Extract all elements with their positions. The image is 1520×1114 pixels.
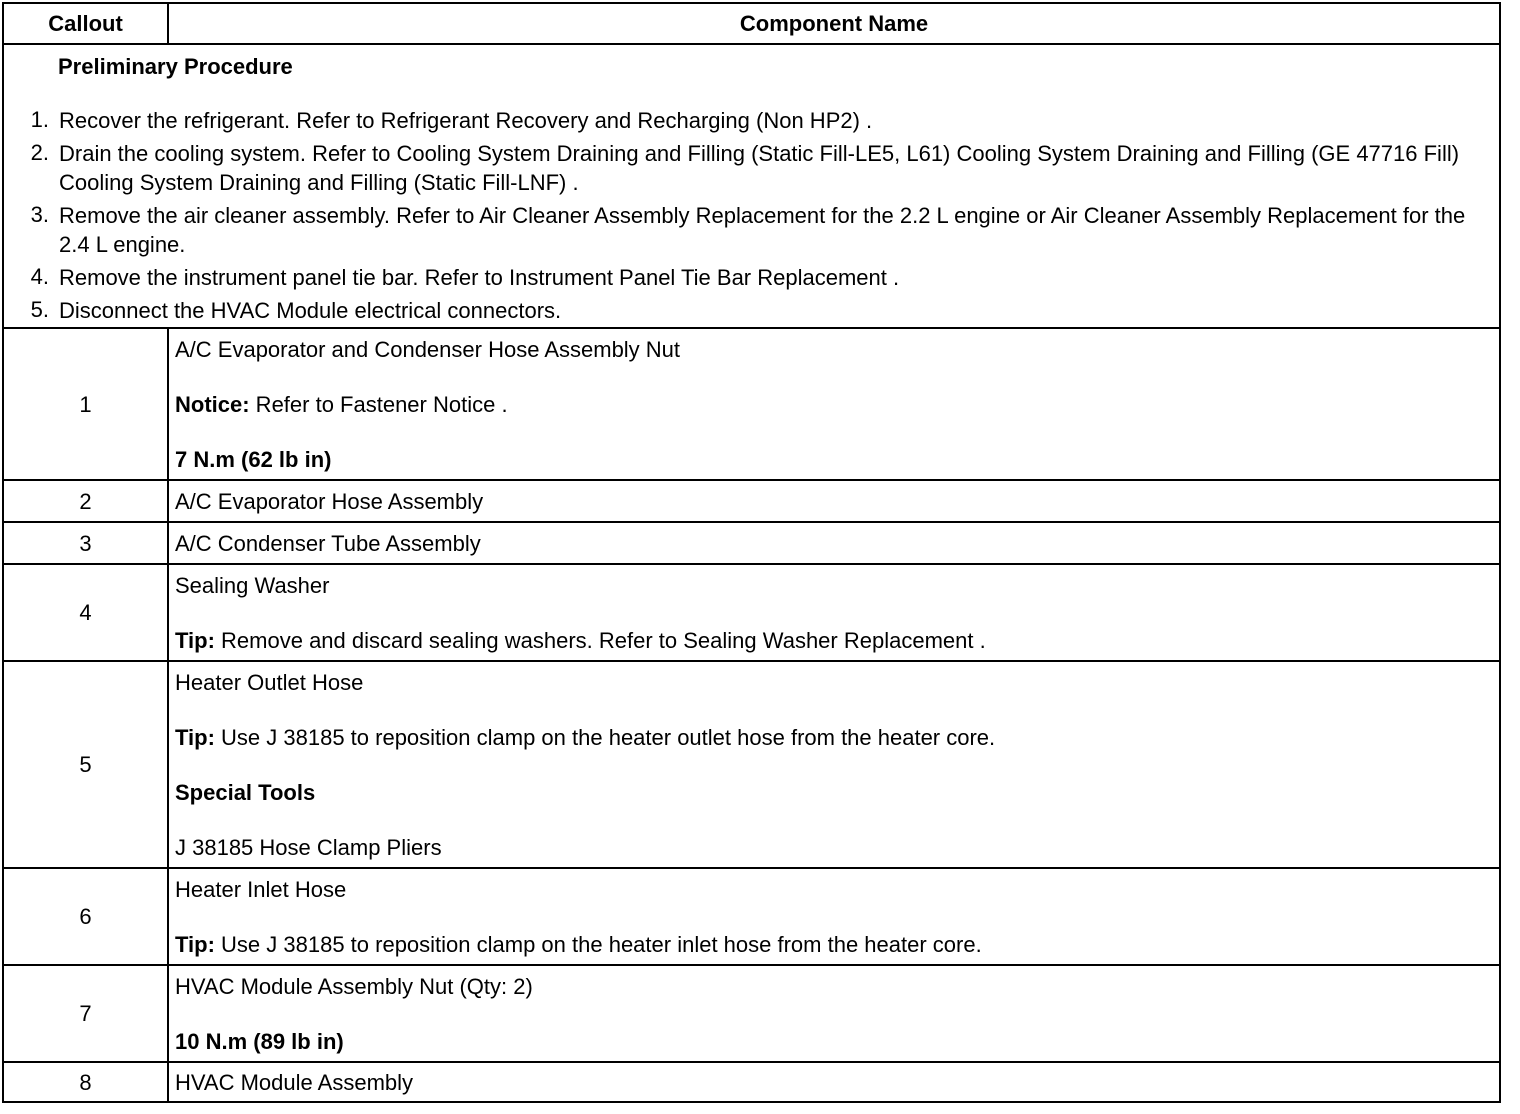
component-cell xyxy=(168,965,1500,1062)
component-name: Sealing Washer xyxy=(175,572,330,598)
table-row xyxy=(3,661,1500,868)
component-name: A/C Evaporator Hose Assembly xyxy=(168,480,1500,522)
callout-number: 8 xyxy=(3,1062,168,1102)
component-header: Component Name xyxy=(168,3,1500,44)
tip-label: Tip: xyxy=(175,627,215,653)
step-item xyxy=(4,106,1499,135)
step-item xyxy=(4,296,1499,325)
table-row xyxy=(3,480,1500,522)
special-tool: J 38185 Hose Clamp Pliers xyxy=(175,834,442,860)
step-item xyxy=(4,263,1499,292)
torque-spec: 7 N.m (62 lb in) xyxy=(175,446,332,472)
tip-text: Use J 38185 to reposition clamp on the heater inlet hose from the heater core. xyxy=(214,931,982,957)
callout-number: 4 xyxy=(3,564,168,661)
component-cell xyxy=(168,564,1500,661)
special-tools-label: Special Tools xyxy=(175,779,316,805)
tip-text: Remove and discard sealing washers. Refer to Sealing Washer Replacement . xyxy=(214,627,986,653)
callout-header: Callout xyxy=(3,3,168,44)
callout-number: 2 xyxy=(3,480,168,522)
step-text: Drain the cooling system. Refer to Cooling System Draining and Filling (Static Fill-LE5, L61) Cooling System Draining and Filling (GE 47716 Fill) Cooling System Draining and Filling (Static Fill-LNF) . xyxy=(59,141,1460,195)
preliminary-title: Preliminary Procedure xyxy=(58,54,293,79)
component-cell xyxy=(168,328,1500,480)
step-text: Remove the air cleaner assembly. Refer to Air Cleaner Assembly Replacement for the 2.2 L engine or Air Cleaner Assembly Replacement for the 2.4 L engine. xyxy=(59,203,1466,257)
tip-line xyxy=(175,627,1499,654)
preliminary-steps xyxy=(4,106,1499,325)
step-number: 3. xyxy=(30,202,49,227)
table-row xyxy=(3,328,1500,480)
table-row xyxy=(3,564,1500,661)
table-row xyxy=(3,522,1500,564)
table-row xyxy=(3,965,1500,1062)
header-row xyxy=(3,3,1500,44)
preliminary-row xyxy=(3,44,1500,328)
preliminary-cell xyxy=(3,44,1500,328)
tip-line xyxy=(175,724,1499,751)
component-name: A/C Condenser Tube Assembly xyxy=(168,522,1500,564)
component-cell xyxy=(168,661,1500,868)
torque-spec: 10 N.m (89 lb in) xyxy=(175,1028,344,1054)
callout-number: 5 xyxy=(3,661,168,868)
step-number: 5. xyxy=(30,297,49,322)
callout-number: 7 xyxy=(3,965,168,1062)
tip-line xyxy=(175,931,1499,958)
notice-line xyxy=(175,391,1499,418)
component-name: Heater Outlet Hose xyxy=(175,669,364,695)
component-cell xyxy=(168,868,1500,965)
tip-text: Use J 38185 to reposition clamp on the heater outlet hose from the heater core. xyxy=(214,724,996,750)
callout-number: 6 xyxy=(3,868,168,965)
component-name: Heater Inlet Hose xyxy=(175,876,347,902)
component-name: A/C Evaporator and Condenser Hose Assembly Nut xyxy=(175,336,681,362)
notice-label: Notice: xyxy=(175,391,250,417)
step-text: Disconnect the HVAC Module electrical connectors. xyxy=(59,298,562,323)
step-item xyxy=(4,139,1499,197)
step-number: 4. xyxy=(30,264,49,289)
step-text: Recover the refrigerant. Refer to Refrigerant Recovery and Recharging (Non HP2) . xyxy=(59,108,873,133)
callout-number: 1 xyxy=(3,328,168,480)
step-number: 2. xyxy=(30,140,49,165)
table-row xyxy=(3,1062,1500,1102)
tip-label: Tip: xyxy=(175,724,215,750)
tip-label: Tip: xyxy=(175,931,215,957)
step-text: Remove the instrument panel tie bar. Refer to Instrument Panel Tie Bar Replacement . xyxy=(59,265,900,290)
callout-number: 3 xyxy=(3,522,168,564)
component-name: HVAC Module Assembly xyxy=(168,1062,1500,1102)
component-name: HVAC Module Assembly Nut (Qty: 2) xyxy=(175,973,533,999)
table-row xyxy=(3,868,1500,965)
notice-text: Refer to Fastener Notice . xyxy=(249,391,508,417)
component-table xyxy=(2,2,1501,1103)
step-item xyxy=(4,201,1499,259)
step-number: 1. xyxy=(30,107,49,132)
